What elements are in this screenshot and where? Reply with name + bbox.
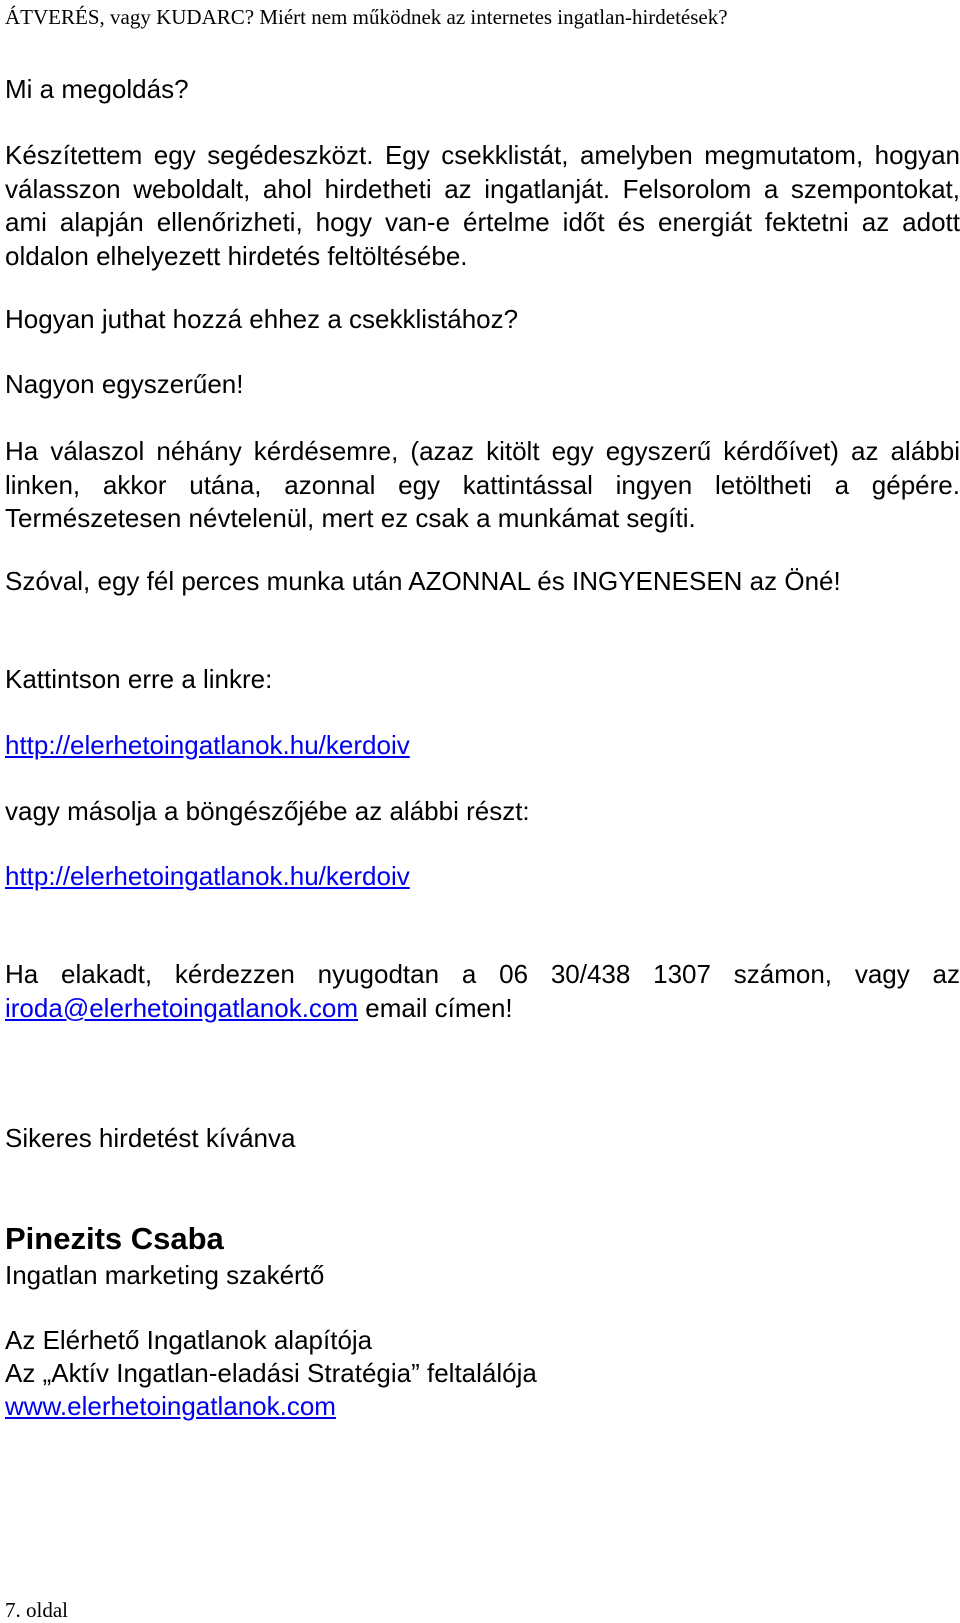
heading-solution: Mi a megoldás? [5, 74, 189, 104]
author-name: Pinezits Csaba [5, 1221, 224, 1256]
founder-line: Az Elérhető Ingatlanok alapítója [5, 1325, 373, 1355]
copy-prompt: vagy másolja a böngészőjébe az alábbi részt: [5, 796, 530, 826]
question-text: Hogyan juthat hozzá ehhez a csekklistához? [5, 304, 519, 334]
website-link[interactable]: www.elerhetoingatlanok.com [5, 1391, 336, 1421]
intro-paragraph: Készítettem egy segédeszközt. Egy csekklistát, amelyben megmutatom, hogyan válasszon weboldalt, ahol hirdetheti az ingatlanját. Felsorolom a szempontokat, ami alapján ellenőrizheti, hogy van-e értelme időt és energiát fektetni az adott oldalon elhelyezett hirdetés feltöltésébe. [5, 140, 960, 271]
running-header: ÁTVERÉS, vagy KUDARC? Miért nem működnek az internetes ingatlan-hirdetések? [5, 5, 728, 29]
instructions-paragraph: Ha válaszol néhány kérdésemre, (azaz kitölt egy egyszerű kérdőívet) az alábbi linken, akkor utána, azonnal egy kattintással ingyen letöltheti a gépére. Természetesen névtelenül, mert ez csak a munkámat segíti. [5, 436, 960, 533]
contact-email-link[interactable]: iroda@elerhetoingatlanok.com [5, 992, 359, 1023]
page-number: 7. oldal [5, 1598, 68, 1622]
click-prompt: Kattintson erre a linkre: [5, 664, 273, 694]
survey-link-secondary[interactable]: http://elerhetoingatlanok.hu/kerdoiv [5, 861, 410, 891]
contact-suffix: email címen! [358, 992, 513, 1023]
contact-paragraph [5, 958, 960, 1025]
author-title: Ingatlan marketing szakértő [5, 1260, 325, 1290]
offer-text: Szóval, egy fél perces munka után AZONNAL és INGYENESEN az Öné! [5, 566, 841, 596]
inventor-line: Az „Aktív Ingatlan-eladási Stratégia” feltalálója [5, 1358, 537, 1388]
survey-link-primary[interactable]: http://elerhetoingatlanok.hu/kerdoiv [5, 730, 410, 760]
answer-text: Nagyon egyszerűen! [5, 369, 244, 399]
contact-text: Ha elakadt, kérdezzen nyugodtan a 06 30/438 1307 számon, vagy az [5, 959, 960, 989]
closing-text: Sikeres hirdetést kívánva [5, 1123, 296, 1153]
